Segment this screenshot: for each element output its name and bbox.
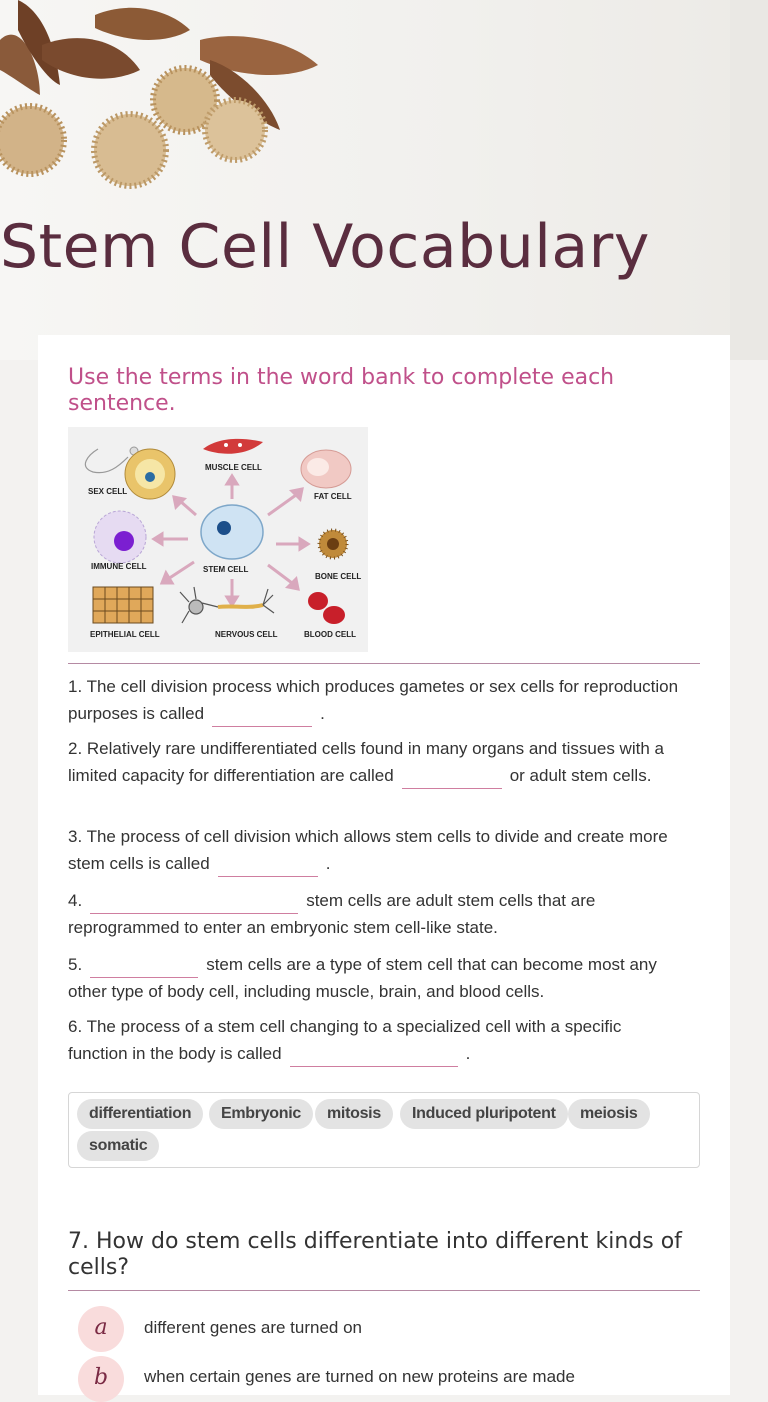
immune-cell-icon bbox=[94, 511, 146, 563]
blood-cell-label: BLOOD CELL bbox=[304, 630, 356, 639]
answer-blank-5[interactable] bbox=[90, 955, 198, 978]
question-2-text: 2. Relatively rare undifferentiated cells found in many organs and tissues with a limited capacity for differentiation are called bbox=[68, 739, 664, 785]
header-edge bbox=[730, 0, 768, 360]
stem-cell-icon bbox=[201, 505, 263, 559]
question-3-end: . bbox=[325, 854, 331, 873]
instructions: Use the terms in the word bank to complete each sentence. bbox=[68, 365, 615, 416]
bone-cell-icon bbox=[319, 530, 347, 558]
epithelial-cell-icon bbox=[93, 587, 153, 623]
word-chip[interactable]: Induced pluripotent bbox=[400, 1099, 568, 1129]
option-text-b[interactable]: when certain genes are turned on new proteins are made bbox=[144, 1367, 575, 1386]
muscle-cell-icon bbox=[203, 439, 263, 454]
question-5-end: stem cells are a type of stem cell that can become most any other type of body cell, including muscle, brain, and blood cells. bbox=[68, 955, 657, 1001]
stem-cell-label: STEM CELL bbox=[203, 565, 249, 574]
question-2-end: or adult stem cells. bbox=[509, 766, 652, 785]
question-6 bbox=[68, 1013, 680, 1067]
question-3 bbox=[68, 823, 680, 877]
option-text-a[interactable]: different genes are turned on bbox=[144, 1318, 363, 1337]
question-4-text: 4. bbox=[68, 891, 83, 910]
question-7: 7. How do stem cells differentiate into different kinds of cells? bbox=[68, 1229, 682, 1280]
fat-cell-label: FAT CELL bbox=[314, 492, 352, 501]
muscle-cell-label: MUSCLE CELL bbox=[205, 463, 262, 472]
answer-blank-6[interactable] bbox=[290, 1044, 458, 1067]
worksheet-card bbox=[38, 335, 730, 1395]
question-4 bbox=[68, 887, 680, 941]
divider bbox=[68, 1290, 700, 1291]
question-1-text: 1. The cell division process which produces gametes or sex cells for reproduction purposes is called bbox=[68, 677, 679, 723]
question-5 bbox=[68, 951, 680, 1005]
answer-blank-2[interactable] bbox=[402, 766, 502, 789]
nervous-cell-icon bbox=[180, 587, 274, 623]
question-5-text: 5. bbox=[68, 955, 83, 974]
sex-cell-label: SEX CELL bbox=[88, 487, 128, 496]
blood-cell-icon bbox=[308, 592, 345, 624]
question-6-end: . bbox=[465, 1044, 471, 1063]
word-chip[interactable]: meiosis bbox=[568, 1099, 650, 1129]
word-bank bbox=[68, 1092, 700, 1168]
answer-blank-4[interactable] bbox=[90, 891, 298, 914]
fat-cell-icon bbox=[301, 450, 351, 488]
question-4-end: stem cells are adult stem cells that are reprogrammed to enter an embryonic stem cell-like state. bbox=[68, 891, 596, 937]
answer-blank-1[interactable] bbox=[212, 704, 312, 727]
nervous-cell-label: NERVOUS CELL bbox=[215, 630, 278, 639]
chestnut-decoration bbox=[0, 0, 330, 200]
question-3-text: 3. The process of cell division which allows stem cells to divide and create more stem cells is called bbox=[68, 827, 668, 873]
epithelial-cell-label: EPITHELIAL CELL bbox=[90, 630, 160, 639]
stem-cell-diagram bbox=[68, 427, 368, 652]
question-1-end: . bbox=[320, 704, 325, 723]
answer-blank-3[interactable] bbox=[218, 854, 318, 877]
bone-cell-label: BONE CELL bbox=[315, 572, 362, 581]
word-chip[interactable]: Embryonic bbox=[209, 1099, 313, 1129]
divider bbox=[68, 663, 700, 664]
immune-cell-label: IMMUNE CELL bbox=[91, 562, 147, 571]
question-6-text: 6. The process of a stem cell changing to a specialized cell with a specific function in the body is called bbox=[68, 1017, 622, 1063]
question-2 bbox=[68, 735, 680, 789]
option-letter-a[interactable]: a bbox=[78, 1306, 124, 1352]
question-1 bbox=[68, 673, 680, 727]
page-title: Stem Cell Vocabulary bbox=[0, 212, 650, 282]
word-chip[interactable]: mitosis bbox=[315, 1099, 393, 1129]
option-letter-b[interactable]: b bbox=[78, 1356, 124, 1402]
word-chip[interactable]: differentiation bbox=[77, 1099, 203, 1129]
word-chip[interactable]: somatic bbox=[77, 1131, 159, 1161]
